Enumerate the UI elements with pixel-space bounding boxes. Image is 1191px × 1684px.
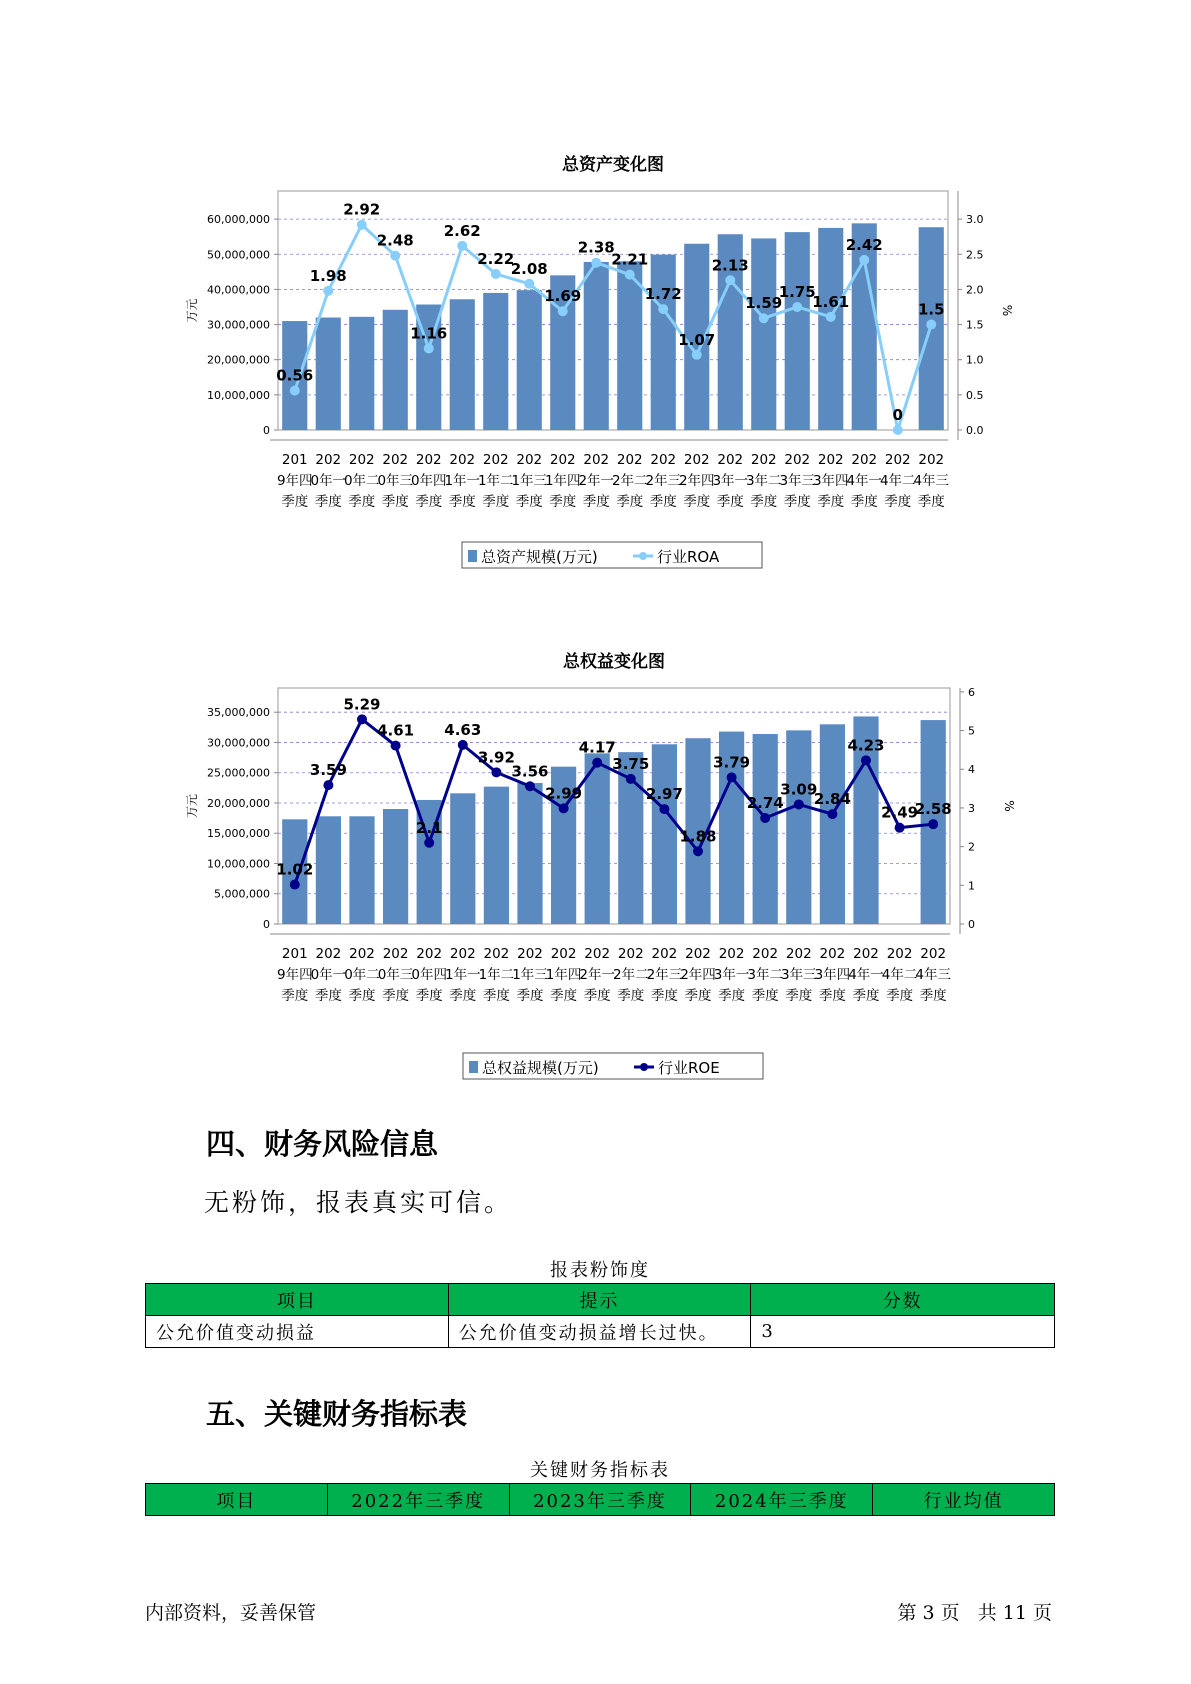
line-point: [559, 803, 569, 813]
x-tick-label: 202 0年一季度: [310, 946, 347, 1004]
data-label: 3.09: [780, 780, 818, 799]
line-point: [323, 286, 333, 296]
x-tick-label: 202 1年四季度: [545, 946, 582, 1004]
x-tick-label: 202 2年四季度: [678, 452, 715, 510]
data-label: 2.48: [376, 231, 414, 250]
data-label: 2.58: [914, 800, 952, 819]
line-point: [290, 386, 300, 396]
line-point: [558, 306, 568, 316]
x-tick-label: 202 3年四季度: [814, 946, 851, 1004]
y-axis-title: 万元: [185, 793, 199, 819]
x-tick-label: 202 3年二季度: [745, 452, 782, 510]
data-label: 2.62: [443, 221, 481, 240]
line-point: [491, 767, 501, 777]
y2-tick-label: 2.5: [966, 248, 984, 262]
data-label: 4.17: [578, 738, 616, 757]
line-point: [861, 755, 871, 765]
y2-tick-label: 5: [968, 724, 975, 738]
key-indicators-table: [145, 1483, 1055, 1516]
line-point: [424, 343, 434, 353]
data-label: 1.98: [309, 266, 347, 285]
data-label: 0.56: [276, 366, 314, 385]
data-label: 2.97: [645, 785, 683, 804]
data-label: 2.13: [711, 256, 749, 275]
y-tick-label: 10,000,000: [207, 857, 270, 871]
y2-tick-label: 1: [968, 879, 975, 893]
x-tick-label: 202 0年四季度: [411, 946, 447, 1004]
x-tick-label: 202 2年四季度: [680, 946, 716, 1004]
x-tick-label: 202 1年一季度: [444, 452, 481, 510]
data-label: 1.5: [917, 300, 945, 319]
x-tick-label: 202 2年二季度: [613, 946, 649, 1004]
line-point: [525, 781, 535, 791]
y2-tick-label: 3.0: [966, 213, 984, 227]
bar: [818, 228, 843, 430]
x-tick-label: 202 3年四季度: [812, 452, 849, 510]
chart-title: 总资产变化图: [562, 155, 664, 175]
table-row: [146, 1316, 1055, 1348]
legend-bar-swatch: [469, 1061, 478, 1073]
data-label: 5.29: [343, 695, 381, 714]
line-point: [357, 220, 367, 230]
bar: [584, 262, 609, 430]
y2-tick-label: 2.0: [966, 283, 984, 297]
line-point: [928, 819, 938, 829]
data-label: 4.23: [847, 736, 885, 755]
line-point: [659, 804, 669, 814]
header-cell: 2024年三季度: [691, 1484, 873, 1516]
y-tick-label: 20,000,000: [207, 796, 270, 810]
y-tick-label: 35,000,000: [207, 706, 270, 720]
y-tick-label: 5,000,000: [214, 887, 270, 901]
y2-tick-label: 3: [968, 801, 975, 815]
line-point: [893, 425, 903, 435]
legend-bar-swatch: [468, 550, 477, 562]
footer-note: 内部资料，妥善保管: [145, 1602, 317, 1624]
data-label: 3.75: [612, 754, 650, 773]
header-cell: 2023年三季度: [509, 1484, 691, 1516]
data-label: 1.59: [745, 294, 783, 313]
data-label: 3.56: [511, 762, 549, 781]
line-point: [323, 780, 333, 790]
bar: [651, 255, 676, 430]
bar: [652, 744, 677, 924]
data-label: 1.72: [644, 285, 682, 304]
data-label: 3.79: [713, 753, 751, 772]
data-label: 2.38: [577, 238, 615, 257]
data-label: 1.61: [812, 292, 850, 311]
y-tick-label: 25,000,000: [207, 766, 270, 780]
bar: [450, 299, 475, 430]
y-tick-label: 50,000,000: [207, 248, 270, 262]
data-label: 1.07: [678, 330, 716, 349]
y2-tick-label: 0.0: [966, 424, 984, 437]
table-cell: 公允价值变动损益: [146, 1316, 449, 1348]
table-header-row: [146, 1284, 1055, 1316]
risk-summary: 无粉饰，报表真实可信。: [204, 1188, 513, 1217]
x-tick-label: 202 1年二季度: [478, 946, 515, 1004]
line-point: [692, 350, 702, 360]
bar: [316, 816, 341, 924]
chart-title: 总权益变化图: [563, 652, 665, 672]
line-point: [794, 799, 804, 809]
x-tick-label: 201 9年四季度: [276, 452, 313, 510]
x-tick-label: 202 0年三季度: [377, 452, 414, 510]
legend-line-label: 行业ROA: [657, 548, 720, 566]
x-tick-label: 202 2年一季度: [579, 946, 615, 1004]
x-tick-label: 202 4年二季度: [881, 946, 918, 1004]
bar: [316, 318, 341, 430]
x-tick-label: 202 4年一季度: [848, 946, 884, 1004]
bar: [517, 290, 542, 430]
x-tick-label: 202 0年三季度: [377, 946, 414, 1004]
y2-axis-title: %: [1002, 800, 1016, 812]
data-label: 2.49: [881, 803, 919, 822]
data-label: 1.75: [778, 282, 816, 301]
x-tick-label: 201 9年四季度: [277, 946, 313, 1004]
x-tick-label: 202 3年一季度: [712, 452, 749, 510]
y-tick-label: 0: [263, 424, 270, 437]
section-5-title: 五、关键财务指标表: [206, 1397, 468, 1431]
y-tick-label: 30,000,000: [207, 318, 270, 332]
data-label: 2.22: [477, 249, 515, 268]
line-point: [859, 255, 869, 265]
x-tick-label: 202 1年二季度: [477, 452, 514, 510]
data-label: 4.63: [444, 720, 482, 739]
line-point: [524, 279, 534, 289]
data-label: 1.16: [410, 324, 448, 343]
legend-bar-label: 总资产规模(万元): [481, 548, 598, 566]
table-caption-whitewash: 报表粉饰度: [550, 1260, 650, 1281]
legend-line-marker: [640, 1063, 648, 1071]
legend-line-marker: [639, 552, 647, 560]
line-point: [759, 313, 769, 323]
bar: [383, 809, 408, 924]
y-tick-label: 15,000,000: [207, 827, 270, 841]
y-tick-label: 20,000,000: [207, 353, 270, 367]
data-label: 1.69: [544, 287, 582, 306]
x-tick-label: 202 0年一季度: [310, 452, 347, 510]
x-tick-label: 202 1年三季度: [512, 946, 548, 1004]
header-cell: 行业均值: [873, 1484, 1055, 1516]
table-cell: 3: [751, 1316, 1055, 1348]
data-label: 2.42: [845, 235, 883, 254]
x-tick-label: 202 3年三季度: [781, 946, 817, 1004]
x-tick-label: 202 0年四季度: [410, 452, 447, 510]
line-point: [390, 251, 400, 261]
y-tick-label: 60,000,000: [207, 213, 270, 227]
y-tick-label: 40,000,000: [207, 283, 270, 297]
line-point: [792, 302, 802, 312]
data-label: 2.21: [611, 250, 649, 269]
x-tick-label: 202 0年二季度: [344, 946, 380, 1004]
x-tick-label: 202 4年三季度: [915, 946, 951, 1004]
bar: [852, 223, 877, 430]
bar: [820, 724, 845, 924]
total-assets-chart: [0, 0, 1191, 600]
header-cell: 提示: [448, 1284, 751, 1316]
bar: [785, 232, 810, 430]
line-point: [592, 758, 602, 768]
line-point: [357, 714, 367, 724]
line-point: [658, 304, 668, 314]
line-point: [760, 813, 770, 823]
header-cell: 分数: [751, 1284, 1055, 1316]
page-number: 第 3 页 共 11 页: [897, 1602, 1052, 1624]
line-point: [725, 275, 735, 285]
line-point: [693, 846, 703, 856]
x-tick-label: 202 1年四季度: [544, 452, 581, 510]
y-tick-label: 30,000,000: [207, 736, 270, 750]
line-point: [626, 774, 636, 784]
x-tick-label: 202 2年三季度: [645, 452, 682, 510]
x-tick-label: 202 3年二季度: [747, 946, 783, 1004]
data-label: 2.92: [343, 200, 381, 219]
bar: [450, 793, 475, 924]
legend-bar-label: 总权益规模(万元): [482, 1059, 599, 1077]
x-tick-label: 202 4年三季度: [913, 452, 950, 510]
bar: [786, 730, 811, 924]
data-label: 3.59: [309, 761, 347, 780]
data-label: 2.84: [813, 790, 851, 809]
x-tick-label: 202 2年三季度: [646, 946, 683, 1004]
y2-tick-label: 4: [968, 763, 975, 777]
line-point: [424, 838, 434, 848]
legend-line-label: 行业ROE: [658, 1059, 720, 1077]
x-tick-label: 202 3年三季度: [779, 452, 816, 510]
data-label: 2.99: [545, 784, 583, 803]
line-point: [827, 809, 837, 819]
bar: [753, 734, 778, 924]
y-tick-label: 10,000,000: [207, 388, 270, 402]
total-equity-chart: [0, 600, 1191, 1100]
data-label: 1.02: [276, 860, 314, 879]
data-label: 0: [892, 406, 903, 424]
x-tick-label: 202 3年一季度: [713, 946, 750, 1004]
data-label: 1.88: [679, 827, 717, 846]
x-tick-label: 202 0年二季度: [343, 452, 380, 510]
y2-tick-label: 6: [968, 685, 975, 699]
table-cell: 公允价值变动损益增长过快。: [448, 1316, 751, 1348]
line-point: [391, 741, 401, 751]
line-point: [458, 740, 468, 750]
y2-tick-label: 2: [968, 840, 975, 854]
line-point: [491, 269, 501, 279]
bar: [484, 787, 509, 924]
x-tick-label: 202 2年二季度: [611, 452, 648, 510]
bar: [349, 317, 374, 430]
bar: [517, 783, 542, 924]
line-point: [727, 772, 737, 782]
bar: [483, 293, 508, 430]
y2-tick-label: 0: [968, 918, 975, 931]
data-label: 4.61: [377, 721, 415, 740]
bar: [617, 261, 642, 430]
header-cell: 项目: [146, 1484, 328, 1516]
y2-tick-label: 0.5: [966, 388, 984, 402]
x-tick-label: 202 1年一季度: [445, 946, 481, 1004]
y-axis-title: 万元: [185, 298, 199, 323]
x-tick-label: 202 2年一季度: [578, 452, 615, 510]
y2-axis-title: %: [1000, 304, 1014, 317]
x-tick-label: 202 4年二季度: [879, 452, 916, 510]
data-label: 3.92: [477, 748, 515, 767]
line-point: [926, 320, 936, 330]
data-label: 2.1: [415, 818, 443, 837]
line-point: [290, 880, 300, 890]
bar: [349, 816, 374, 924]
data-label: 2.08: [510, 259, 548, 278]
bar: [585, 753, 610, 924]
data-label: 2.74: [746, 793, 784, 812]
table-header-row: [146, 1484, 1055, 1516]
y-tick-label: 0: [263, 918, 270, 931]
header-cell: 2022年三季度: [327, 1484, 509, 1516]
y2-tick-label: 1.5: [966, 318, 984, 332]
x-tick-label: 202 1年三季度: [511, 452, 548, 510]
section-4-title: 四、财务风险信息: [206, 1127, 439, 1161]
line-point: [826, 312, 836, 322]
line-point: [457, 241, 467, 251]
y2-tick-label: 1.0: [966, 353, 984, 367]
header-cell: 项目: [146, 1284, 449, 1316]
bar: [383, 310, 408, 430]
x-tick-label: 202 4年一季度: [846, 452, 883, 510]
bar: [751, 238, 776, 430]
whitewash-table: [145, 1283, 1055, 1348]
line-point: [591, 258, 601, 268]
table-caption-key-indicators: 关键财务指标表: [530, 1460, 670, 1481]
line-point: [625, 270, 635, 280]
line-point: [895, 823, 905, 833]
